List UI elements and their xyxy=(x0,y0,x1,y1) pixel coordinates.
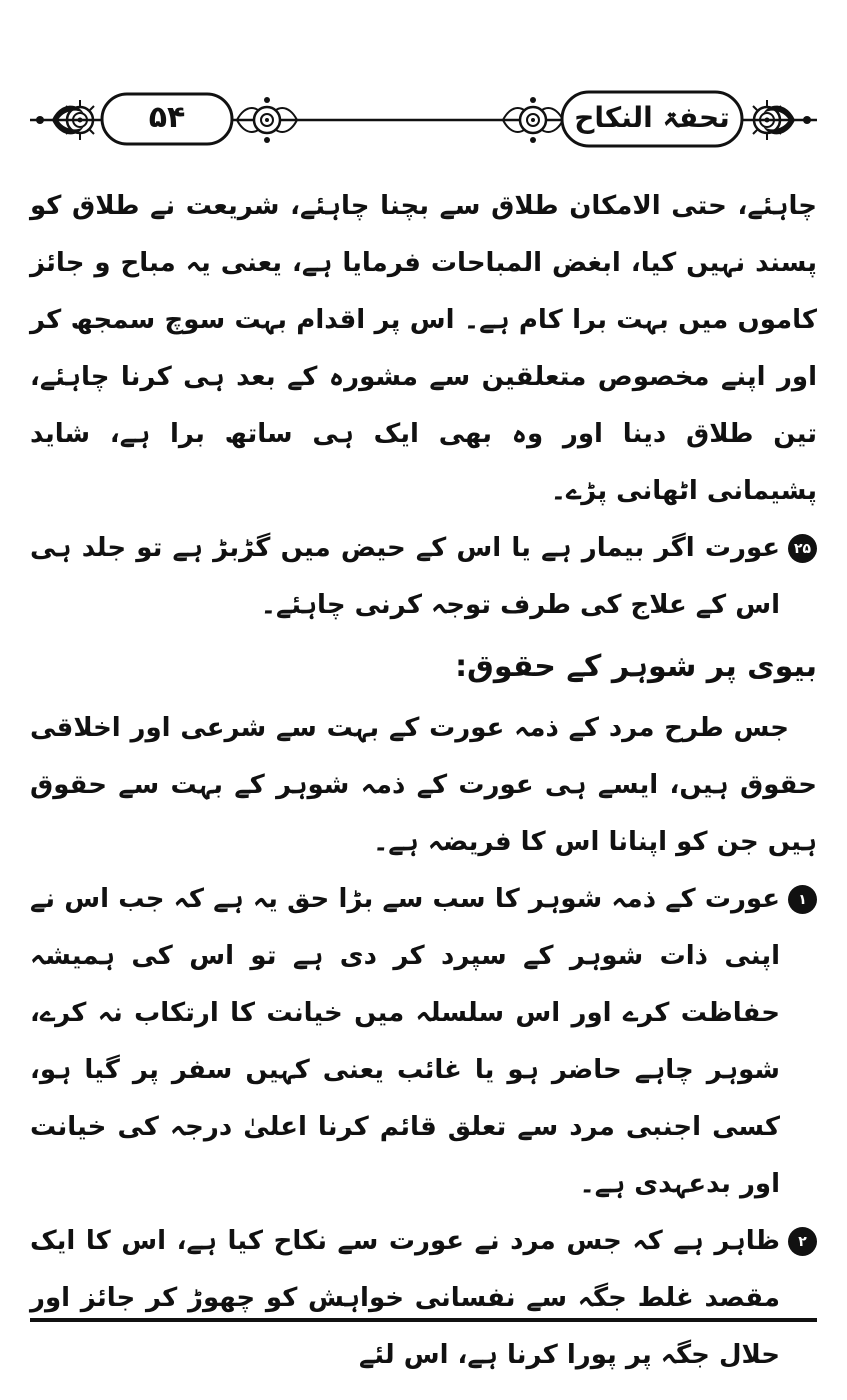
item-number-badge: ۱ xyxy=(788,885,817,914)
page-number: ۵۴ xyxy=(148,100,186,135)
intro-paragraph: چاہئے، حتی الامکان طلاق سے بچنا چاہئے، شریعت نے طلاق کو پسند نہیں کیا، ابغض المباحات فرمایا ہے، یعنی یہ مباح و جائز کاموں میں بہت برا کام ہے۔ اس پر اقدام بہت سوچ سمجھ کر اور اپنے مخصوص متعلقین سے مشورہ کے بعد ہی کرنا چاہئے، تین طلاق دینا اور وہ بھی ایک ہی ساتھ برا ہے، شاید پشیمانی اٹھانی پڑے۔ xyxy=(30,191,817,506)
section-intro-paragraph: جس طرح مرد کے ذمہ عورت کے بہت سے شرعی اور اخلاقی حقوق ہیں، ایسے ہی عورت کے ذمہ شوہر کے بہت سے حقوق ہیں جن کو اپنانا اس کا فریضہ ہے۔ xyxy=(30,713,817,857)
list-item-text: عورت اگر بیمار ہے یا اس کے حیض میں گڑبڑ ہے تو جلد ہی اس کے علاج کی طرف توجہ کرنی چاہئے۔ xyxy=(30,533,780,620)
item-number-badge: ۲ xyxy=(788,1227,817,1256)
list-item-25 xyxy=(30,520,817,634)
list-item-text: ظاہر ہے کہ جس مرد نے عورت سے نکاح کیا ہے، اس کا ایک مقصد غلط جگہ سے نفسانی خواہش کو چھوڑ کر جائز اور حلال جگہ پر پورا کرنا ہے، اس لئے xyxy=(30,1226,780,1370)
section-heading: بیوی پر شوہر کے حقوق: xyxy=(455,649,817,684)
page-content xyxy=(30,178,817,1384)
page-header xyxy=(30,82,817,172)
left-rosette-icon xyxy=(60,100,100,140)
right-rosette-icon xyxy=(747,100,787,140)
list-item-1 xyxy=(30,871,817,1213)
list-item-2 xyxy=(30,1213,817,1384)
bottom-rule xyxy=(30,1318,817,1322)
item-number-badge: ۲۵ xyxy=(788,534,817,563)
list-item-text: عورت کے ذمہ شوہر کا سب سے بڑا حق یہ ہے کہ جب اس نے اپنی ذات شوہر کے سپرد کر دی ہے تو اس کی ہمیشہ حفاظت کرے اور اس سلسلہ میں خیانت کا ارتکاب نہ کرے، شوہر چاہے حاضر ہو یا غائب یعنی کہیں سفر پر گیا ہو، کسی اجنبی مرد سے تعلق قائم کرنا اعلیٰ درجہ کی خیانت اور بدعہدی ہے۔ xyxy=(30,884,780,1199)
book-title: تحفۃ النکاح xyxy=(574,101,730,134)
